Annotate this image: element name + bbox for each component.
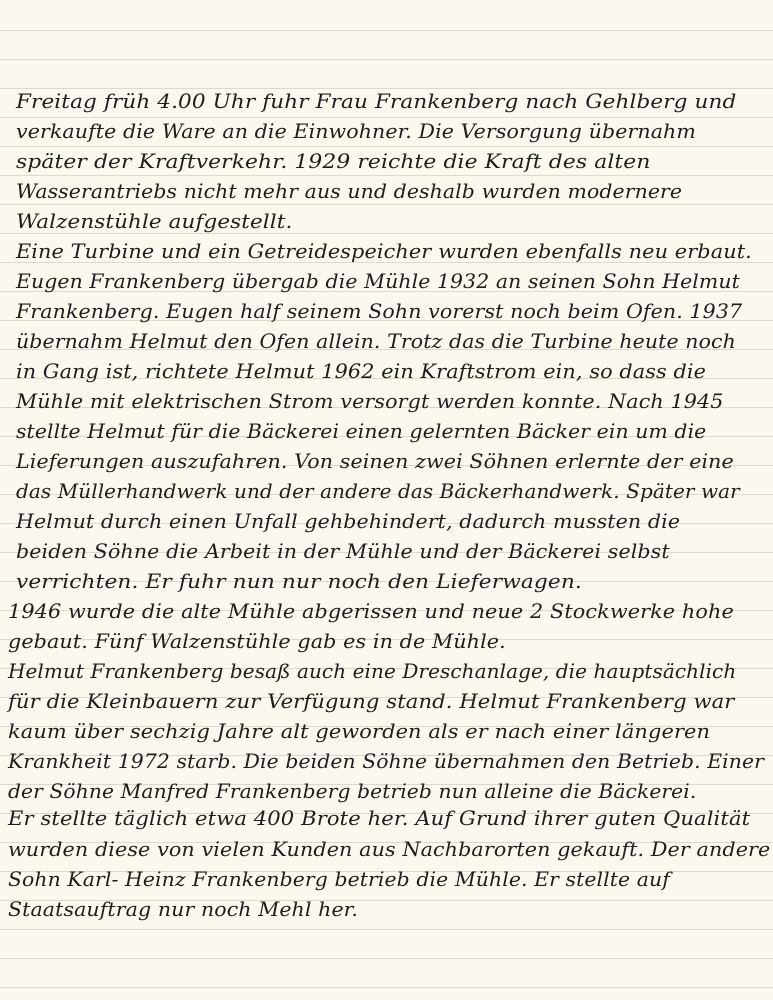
text-line: stellte Helmut für die Bäckerei einen gelernten Bäcker ein um die [16,420,707,443]
text-line: Er stellte täglich etwa 400 Brote her. Auf Grund ihrer guten Qualität [8,807,751,830]
text-line: gebaut. Fünf Walzenstühle gab es in de Mühle. [8,630,506,653]
text-line: Helmut Frankenberg besaß auch eine Dreschanlage, die hauptsächlich [8,660,737,683]
text-line: Freitag früh 4.00 Uhr fuhr Frau Frankenberg nach Gehlberg und [16,90,737,113]
text-line: verkaufte die Ware an die Einwohner. Die Versorgung übernahm [16,120,696,143]
text-line: Wasserantriebs nicht mehr aus und deshalb wurden modernere [16,180,683,203]
text-line: Lieferungen auszufahren. Von seinen zwei Söhnen erlernte der eine [16,450,734,473]
text-line: wurden diese von vielen Kunden aus Nachbarorten gekauft. Der andere [8,838,771,861]
text-line: in Gang ist, richtete Helmut 1962 ein Kraftstrom ein, so dass die [16,360,707,383]
text-line: für die Kleinbauern zur Verfügung stand. Helmut Frankenberg war [8,690,735,713]
text-line: später der Kraftverkehr. 1929 reichte die Kraft des alten [16,150,651,173]
text-line: übernahm Helmut den Ofen allein. Trotz das die Turbine heute noch [16,330,736,353]
text-line: 1946 wurde die alte Mühle abgerissen und neue 2 Stockwerke hohe [8,600,734,623]
text-line: Eine Turbine und ein Getreidespeicher wurden ebenfalls neu erbaut. [16,240,752,263]
text-line: Krankheit 1972 starb. Die beiden Söhne übernahmen den Betrieb. Einer [8,750,764,773]
text-line: kaum über sechzig Jahre alt geworden als er nach einer längeren [8,720,711,743]
text-line: das Müllerhandwerk und der andere das Bäckerhandwerk. Später war [16,480,740,503]
text-line: Mühle mit elektrischen Strom versorgt werden konnte. Nach 1945 [16,390,724,413]
text-line: Eugen Frankenberg übergab die Mühle 1932 an seinen Sohn Helmut [16,270,740,293]
text-line: verrichten. Er fuhr nun nur noch den Lieferwagen. [16,570,582,593]
text-line: beiden Söhne die Arbeit in der Mühle und der Bäckerei selbst [16,540,670,563]
text-line: Sohn Karl- Heinz Frankenberg betrieb die Mühle. Er stellte auf [8,868,670,891]
text-line: Helmut durch einen Unfall gehbehindert, dadurch mussten die [16,510,681,533]
text-line: der Söhne Manfred Frankenberg betrieb nun alleine die Bäckerei. [8,780,697,803]
text-line: Frankenberg. Eugen half seinem Sohn vorerst noch beim Ofen. 1937 [16,300,743,323]
text-line: Walzenstühle aufgestellt. [16,210,293,233]
text-line: Staatsauftrag nur noch Mehl her. [8,898,358,921]
